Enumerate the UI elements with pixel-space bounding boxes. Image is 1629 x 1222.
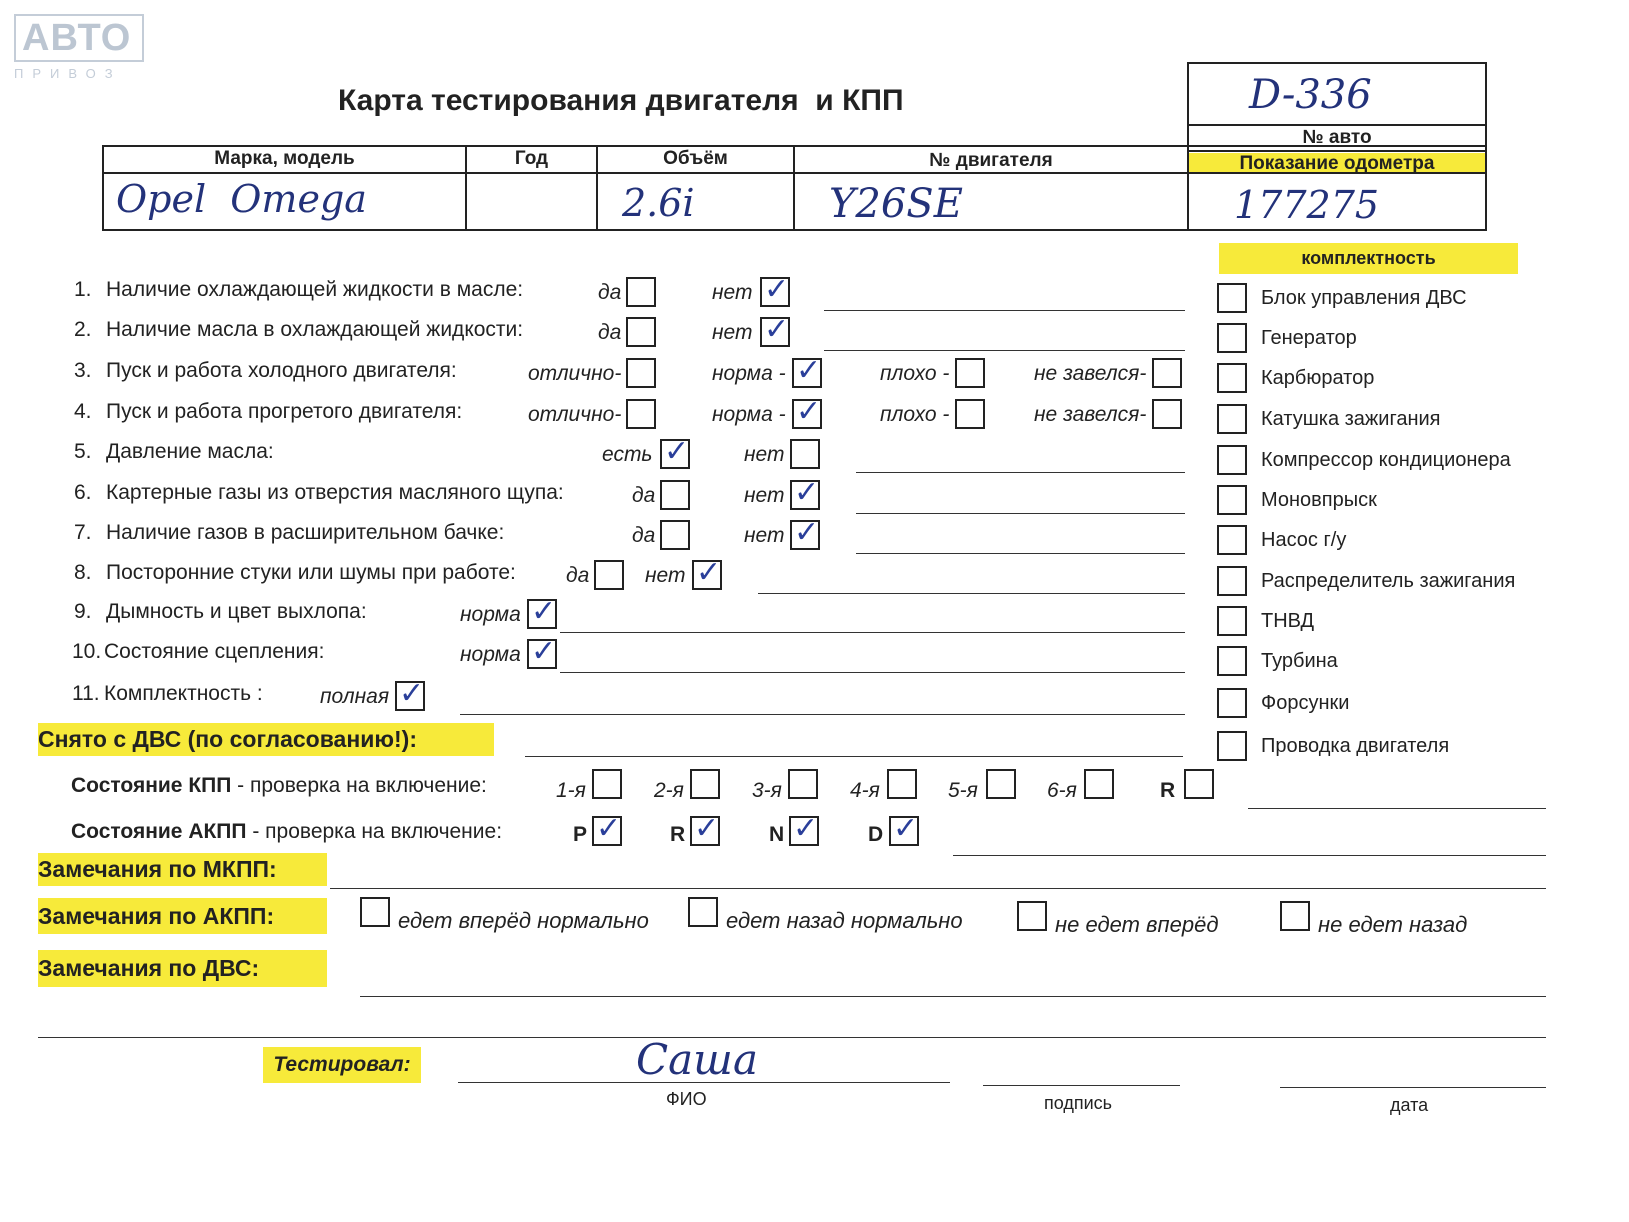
option-label: норма - bbox=[712, 403, 786, 426]
option-label: нет bbox=[744, 443, 785, 466]
kpp-gear-checkbox[interactable] bbox=[1084, 769, 1114, 799]
kit-checkbox[interactable] bbox=[1217, 525, 1247, 555]
kpp-gear-label: 5-я bbox=[948, 779, 978, 802]
kit-checkbox[interactable] bbox=[1217, 731, 1247, 761]
check-mark-icon: ✓ bbox=[399, 676, 425, 711]
col-engine-number: № двигателя bbox=[929, 150, 1053, 171]
option-label: нет bbox=[744, 484, 785, 507]
question-number: 3. bbox=[74, 359, 92, 382]
option-label: не завелся- bbox=[1034, 362, 1147, 385]
check-mark-icon: ✓ bbox=[764, 272, 790, 307]
question-text: Комплектность : bbox=[104, 682, 263, 705]
option-label: нет bbox=[744, 524, 785, 547]
check-mark-icon: ✓ bbox=[893, 811, 919, 846]
kit-item-label: Распределитель зажигания bbox=[1261, 570, 1516, 592]
question-text: Давление масла: bbox=[106, 440, 274, 463]
option-checkbox[interactable] bbox=[626, 358, 656, 388]
option-checkbox[interactable] bbox=[790, 475, 820, 510]
option-label: плохо - bbox=[880, 403, 950, 426]
value-odometer: 177275 bbox=[1234, 183, 1380, 227]
check-mark-icon: ✓ bbox=[793, 811, 819, 846]
option-checkbox[interactable] bbox=[660, 434, 690, 469]
option-checkbox[interactable] bbox=[626, 317, 656, 347]
kit-checkbox[interactable] bbox=[1217, 445, 1247, 475]
option-label: нет bbox=[712, 321, 753, 344]
auto-number-box bbox=[1187, 62, 1487, 152]
question-number: 5. bbox=[74, 440, 92, 463]
option-label: да bbox=[566, 564, 590, 587]
kit-item-label: Карбюратор bbox=[1261, 367, 1375, 389]
check-mark-icon: ✓ bbox=[531, 594, 557, 629]
option-checkbox[interactable] bbox=[692, 555, 722, 590]
option-checkbox[interactable] bbox=[626, 277, 656, 307]
watermark-sub: ПРИВОЗ bbox=[14, 66, 122, 81]
question-number: 4. bbox=[74, 400, 92, 423]
kpp-label: Состояние КПП - проверка на включение: bbox=[71, 774, 487, 797]
page-title: Карта тестирования двигателя и КПП bbox=[338, 84, 904, 117]
question-number: 6. bbox=[74, 481, 92, 504]
kit-checkbox[interactable] bbox=[1217, 566, 1247, 596]
kpp-gear-checkbox[interactable] bbox=[690, 769, 720, 799]
akpp-gear-label: N bbox=[769, 823, 785, 846]
remarks-dvs-label: Замечания по ДВС: bbox=[38, 950, 327, 987]
kpp-gear-checkbox[interactable] bbox=[887, 769, 917, 799]
check-mark-icon: ✓ bbox=[531, 634, 557, 669]
sign-caption: подпись bbox=[1044, 1093, 1113, 1113]
kit-item-label: Проводка двигателя bbox=[1261, 735, 1450, 757]
option-checkbox[interactable] bbox=[1152, 399, 1182, 429]
kit-title: комплектность bbox=[1219, 243, 1518, 274]
kit-item-label: Насос г/у bbox=[1261, 529, 1347, 551]
question-number: 9. bbox=[74, 600, 92, 623]
question-number: 11. bbox=[72, 682, 100, 705]
kit-checkbox[interactable] bbox=[1217, 283, 1247, 313]
option-checkbox[interactable] bbox=[790, 439, 820, 469]
akpp-remark-checkbox[interactable] bbox=[1017, 901, 1047, 931]
value-brand-model: Opel Omega bbox=[116, 177, 367, 221]
question-text: Пуск и работа холодного двигателя: bbox=[106, 359, 457, 382]
akpp-remark-label: едет назад нормально bbox=[726, 908, 963, 933]
check-mark-icon: ✓ bbox=[796, 353, 822, 388]
question-text: Наличие охлаждающей жидкости в масле: bbox=[106, 278, 524, 301]
option-checkbox[interactable] bbox=[1152, 358, 1182, 388]
kit-item-label: ТНВД bbox=[1261, 610, 1315, 632]
option-checkbox[interactable] bbox=[594, 560, 624, 590]
kpp-gear-label: 2-я bbox=[654, 779, 684, 802]
check-mark-icon: ✓ bbox=[694, 811, 720, 846]
option-label: отлично- bbox=[528, 403, 622, 426]
option-checkbox[interactable] bbox=[626, 399, 656, 429]
tester-signature: Саша bbox=[636, 1035, 759, 1084]
question-text: Картерные газы из отверстия масляного щупа: bbox=[106, 481, 564, 504]
option-checkbox[interactable] bbox=[790, 515, 820, 550]
remarks-mkpp-label: Замечания по МКПП: bbox=[38, 853, 327, 886]
akpp-remark-checkbox[interactable] bbox=[1280, 901, 1310, 931]
question-text: Наличие масла в охлаждающей жидкости: bbox=[106, 318, 524, 341]
col-odometer: Показание одометра bbox=[1239, 153, 1435, 174]
check-mark-icon: ✓ bbox=[664, 434, 690, 469]
auto-number-label: № авто bbox=[1302, 127, 1372, 148]
question-text: Наличие газов в расширительном бачке: bbox=[106, 521, 505, 544]
kit-checkbox[interactable] bbox=[1217, 485, 1247, 515]
akpp-gear-label: P bbox=[573, 823, 588, 846]
kit-item-label: Генератор bbox=[1261, 327, 1357, 349]
option-checkbox[interactable] bbox=[760, 312, 790, 347]
kpp-gear-checkbox[interactable] bbox=[788, 769, 818, 799]
akpp-remark-label: не едет вперёд bbox=[1055, 912, 1219, 937]
akpp-remark-label: не едет назад bbox=[1318, 912, 1468, 937]
option-checkbox[interactable] bbox=[527, 634, 557, 669]
watermark-logo bbox=[14, 14, 144, 81]
kit-item-label: Турбина bbox=[1261, 650, 1338, 672]
question-text: Состояние сцепления: bbox=[104, 640, 325, 663]
fio-caption: ФИО bbox=[666, 1089, 707, 1109]
remarks-akpp-label: Замечания по АКПП: bbox=[38, 898, 327, 934]
option-label: да bbox=[632, 484, 656, 507]
header-table bbox=[102, 145, 1487, 231]
auto-number-value: D-336 bbox=[1249, 72, 1372, 118]
value-engine-number: Y26SE bbox=[829, 181, 963, 227]
kit-item-label: Блок управления ДВС bbox=[1261, 287, 1467, 309]
kit-checkbox[interactable] bbox=[1217, 323, 1247, 353]
check-mark-icon: ✓ bbox=[794, 475, 820, 510]
akpp-gear-checkbox[interactable] bbox=[789, 811, 819, 846]
question-number: 1. bbox=[74, 278, 92, 301]
question-text: Дымность и цвет выхлопа: bbox=[106, 600, 367, 623]
akpp-label: Состояние АКПП - проверка на включение: bbox=[71, 820, 503, 843]
date-caption: дата bbox=[1390, 1095, 1429, 1115]
kpp-gear-label: 3-я bbox=[752, 779, 782, 802]
kit-item-label: Моновпрыск bbox=[1261, 489, 1377, 511]
option-checkbox[interactable] bbox=[660, 520, 690, 550]
akpp-gear-label: R bbox=[670, 823, 686, 846]
akpp-remark-checkbox[interactable] bbox=[688, 897, 718, 927]
option-label: не завелся- bbox=[1034, 403, 1147, 426]
kit-item-label: Форсунки bbox=[1261, 692, 1350, 714]
question-text: Пуск и работа прогретого двигателя: bbox=[106, 400, 463, 423]
kpp-gear-label: 6-я bbox=[1047, 779, 1077, 802]
option-checkbox[interactable] bbox=[792, 394, 822, 429]
akpp-remark-label: едет вперёд нормально bbox=[398, 908, 649, 933]
question-number: 8. bbox=[74, 561, 92, 584]
option-label: полная bbox=[320, 685, 390, 708]
kpp-gear-checkbox[interactable] bbox=[986, 769, 1016, 799]
kit-item-label: Катушка зажигания bbox=[1261, 408, 1441, 430]
kit-checkbox[interactable] bbox=[1217, 404, 1247, 434]
watermark-brand: АВТО bbox=[14, 14, 144, 62]
option-checkbox[interactable] bbox=[760, 272, 790, 307]
question-text: Посторонние стуки или шумы при работе: bbox=[106, 561, 516, 584]
col-year: Год bbox=[514, 148, 549, 169]
kit-checkbox[interactable] bbox=[1217, 688, 1247, 718]
check-mark-icon: ✓ bbox=[696, 555, 722, 590]
question-number: 10. bbox=[72, 640, 102, 663]
option-checkbox[interactable] bbox=[955, 399, 985, 429]
akpp-gear-checkbox[interactable] bbox=[690, 811, 720, 846]
option-label: норма bbox=[460, 643, 521, 666]
kpp-gear-checkbox[interactable] bbox=[592, 769, 622, 799]
akpp-remark-checkbox[interactable] bbox=[360, 897, 390, 927]
kpp-gear-label: 1-я bbox=[556, 779, 586, 802]
kpp-gear-label: 4-я bbox=[850, 779, 880, 802]
option-label: плохо - bbox=[880, 362, 950, 385]
option-label: да bbox=[598, 321, 622, 344]
option-checkbox[interactable] bbox=[527, 594, 557, 629]
option-label: норма - bbox=[712, 362, 786, 385]
option-label: нет bbox=[712, 281, 753, 304]
kit-checkbox[interactable] bbox=[1217, 646, 1247, 676]
kit-checkbox[interactable] bbox=[1217, 363, 1247, 393]
akpp-gear-checkbox[interactable] bbox=[592, 811, 622, 846]
kit-checkbox[interactable] bbox=[1217, 606, 1247, 636]
option-checkbox[interactable] bbox=[792, 353, 822, 388]
check-mark-icon: ✓ bbox=[796, 394, 822, 429]
value-volume: 2.6i bbox=[622, 181, 695, 225]
option-checkbox[interactable] bbox=[955, 358, 985, 388]
col-volume: Объём bbox=[663, 148, 728, 169]
option-checkbox[interactable] bbox=[395, 676, 425, 711]
kit-item-label: Компрессор кондиционера bbox=[1261, 449, 1511, 471]
check-mark-icon: ✓ bbox=[764, 312, 790, 347]
tested-label: Тестировал: bbox=[263, 1047, 421, 1083]
col-brand-model: Марка, модель bbox=[214, 148, 355, 169]
removed-label: Снято с ДВС (по согласованию!): bbox=[38, 723, 494, 756]
question-number: 2. bbox=[74, 318, 92, 341]
option-label: да bbox=[598, 281, 622, 304]
option-label: отлично- bbox=[528, 362, 622, 385]
option-label: норма bbox=[460, 603, 521, 626]
kpp-gear-checkbox[interactable] bbox=[1184, 769, 1214, 799]
kpp-gear-label: R bbox=[1160, 779, 1176, 802]
option-label: да bbox=[632, 524, 656, 547]
option-label: есть bbox=[602, 443, 653, 466]
check-mark-icon: ✓ bbox=[596, 811, 622, 846]
option-checkbox[interactable] bbox=[660, 480, 690, 510]
question-number: 7. bbox=[74, 521, 92, 544]
check-mark-icon: ✓ bbox=[794, 515, 820, 550]
akpp-gear-label: D bbox=[868, 823, 884, 846]
akpp-gear-checkbox[interactable] bbox=[889, 811, 919, 846]
option-label: нет bbox=[645, 564, 686, 587]
